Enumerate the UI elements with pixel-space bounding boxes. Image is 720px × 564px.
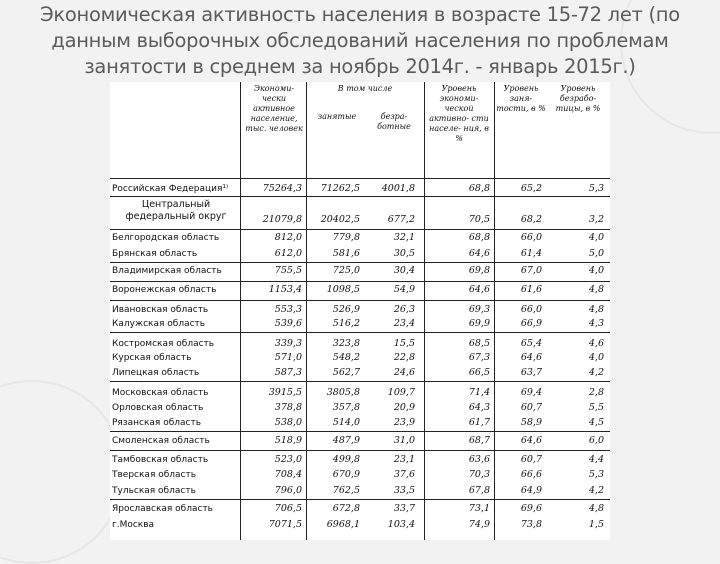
table-row [110, 232, 610, 244]
econ-active-value: 75264,3 [262, 183, 302, 194]
unemployment-level-value: 4,3 [588, 318, 604, 329]
unemployed-value: 54,9 [393, 284, 415, 295]
region-name: Ярославская область [112, 504, 213, 514]
region-name: Тверская область [112, 470, 197, 480]
activity-level-value: 73,1 [468, 503, 490, 514]
unemployed-value: 31,0 [393, 435, 415, 446]
region-name: Воронежская область [112, 285, 217, 295]
unemployment-level-value: 4,5 [588, 417, 604, 428]
unemployed-value: 37,6 [393, 469, 415, 480]
header-activity-level: Уровень экономи- ческой активно- сти населе- ния, в % [429, 84, 489, 143]
page-title: Экономическая активность населения в возрасте 15-72 лет (по данным выборочных обследований населения по проблемам занятости в среднем за ноябрь 2014г. - январь 2015г.) [40, 3, 680, 78]
unemployment-level-value: 5,5 [588, 402, 604, 413]
employed-value: 487,9 [332, 435, 360, 446]
row-divider [110, 381, 610, 382]
table-row [110, 248, 610, 260]
econ-active-value: 538,0 [274, 417, 302, 428]
employment-level-value: 60,7 [520, 402, 542, 413]
activity-level-value: 68,7 [468, 435, 490, 446]
region-name: Владимирская область [112, 266, 222, 276]
activity-level-value: 61,7 [468, 417, 490, 428]
table-row [110, 199, 610, 227]
unemployed-value: 677,2 [387, 214, 415, 225]
region-name: Брянская область [112, 249, 198, 259]
employed-value: 526,9 [332, 304, 360, 315]
background-decoration [0, 380, 124, 564]
employment-level-value: 64,6 [520, 352, 542, 363]
activity-level-value: 70,3 [468, 469, 490, 480]
employed-value: 581,6 [332, 248, 360, 259]
header-employment-level: Уровень заня- тости, в % [496, 84, 546, 113]
unemployment-level-value: 4,8 [588, 284, 604, 295]
employed-value: 725,0 [332, 265, 360, 276]
unemployed-value: 30,5 [393, 248, 415, 259]
employment-level-value: 61,4 [520, 248, 542, 259]
row-divider [110, 281, 610, 282]
employed-value: 562,7 [332, 367, 360, 378]
region-name: Белгородская область [112, 233, 220, 243]
employed-value: 1098,5 [326, 284, 360, 295]
unemployment-level-value: 4,8 [588, 304, 604, 315]
unemployed-value: 23,4 [393, 318, 415, 329]
employment-level-value: 63,7 [520, 367, 542, 378]
employment-level-value: 64,9 [520, 485, 542, 496]
unemployment-level-value: 4,8 [588, 503, 604, 514]
employment-level-value: 58,9 [520, 417, 542, 428]
table-row [110, 387, 610, 399]
unemployment-level-value: 4,0 [588, 232, 604, 243]
region-name: Центральный федеральный округ [125, 199, 227, 222]
activity-level-value: 64,6 [468, 284, 490, 295]
activity-level-value: 67,3 [468, 352, 490, 363]
table-row [110, 304, 610, 316]
row-divider [110, 178, 610, 179]
econ-active-value: 571,0 [274, 352, 302, 363]
header-employed: занятые [317, 112, 357, 121]
unemployed-value: 33,7 [393, 503, 415, 514]
econ-active-value: 553,3 [274, 304, 302, 315]
employment-level-value: 68,2 [520, 214, 542, 225]
unemployment-level-value: 4,0 [588, 352, 604, 363]
activity-level-value: 63,6 [468, 454, 490, 465]
region-name: Костромская область [112, 339, 215, 349]
unemployed-value: 4001,8 [381, 183, 415, 194]
region-name: Калужская область [112, 319, 206, 329]
employed-value: 516,2 [332, 318, 360, 329]
unemployed-value: 23,9 [393, 417, 415, 428]
econ-active-value: 755,5 [274, 265, 302, 276]
unemployed-value: 109,7 [387, 387, 415, 398]
econ-active-value: 587,3 [274, 367, 302, 378]
row-divider [110, 196, 610, 197]
table-row [110, 352, 610, 364]
unemployment-level-value: 2,8 [588, 387, 604, 398]
employment-level-value: 69,6 [520, 503, 542, 514]
employed-value: 670,9 [332, 469, 360, 480]
unemployment-level-value: 5,3 [588, 469, 604, 480]
region-name: Рязанская область [112, 418, 202, 428]
activity-level-value: 68,8 [468, 232, 490, 243]
table-row [110, 367, 610, 379]
employed-value: 71262,5 [320, 183, 360, 194]
activity-level-value: 69,8 [468, 265, 490, 276]
unemployment-level-value: 5,3 [588, 183, 604, 194]
employed-value: 514,0 [332, 417, 360, 428]
unemployed-value: 20,9 [393, 402, 415, 413]
employed-value: 672,8 [332, 503, 360, 514]
econ-active-value: 708,4 [274, 469, 302, 480]
employment-level-value: 66,9 [520, 318, 542, 329]
table-row [110, 417, 610, 429]
row-divider [110, 262, 610, 263]
header-unemployment-level: Уровень безрабо- тицы, в % [555, 84, 601, 113]
activity-level-value: 74,9 [468, 519, 490, 530]
table-row [110, 318, 610, 330]
unemployed-value: 22,8 [393, 352, 415, 363]
table-row [110, 435, 610, 447]
unemployed-value: 23,1 [393, 454, 415, 465]
unemployed-value: 33,5 [393, 485, 415, 496]
employment-level-value: 66,0 [520, 304, 542, 315]
unemployed-value: 26,3 [393, 304, 415, 315]
employed-value: 548,2 [332, 352, 360, 363]
econ-active-value: 539,6 [274, 318, 302, 329]
econ-active-value: 612,0 [274, 248, 302, 259]
row-divider [110, 431, 610, 432]
activity-level-value: 64,3 [468, 402, 490, 413]
region-name: Курская область [112, 353, 192, 363]
region-name: Российская Федерация¹⁾ [112, 184, 229, 194]
employment-level-value: 67,0 [520, 265, 542, 276]
activity-level-value: 69,9 [468, 318, 490, 329]
region-name: Ивановская область [112, 305, 209, 315]
employment-level-value: 61,6 [520, 284, 542, 295]
row-divider [110, 450, 610, 451]
region-name: Смоленская область [112, 436, 210, 446]
table-row [110, 503, 610, 515]
employed-value: 357,8 [332, 402, 360, 413]
table-row [110, 338, 610, 350]
econ-active-value: 523,0 [274, 454, 302, 465]
region-name: Тамбовская область [112, 455, 209, 465]
row-divider [110, 229, 610, 230]
unemployed-value: 15,5 [393, 338, 415, 349]
region-name: Орловская область [112, 403, 204, 413]
econ-active-value: 518,9 [274, 435, 302, 446]
unemployment-level-value: 6,0 [588, 435, 604, 446]
activity-level-value: 71,4 [468, 387, 490, 398]
unemployment-level-value: 4,2 [588, 367, 604, 378]
employment-level-value: 66,0 [520, 232, 542, 243]
unemployed-value: 24,6 [393, 367, 415, 378]
econ-active-value: 3915,5 [268, 387, 302, 398]
activity-level-value: 68,5 [468, 338, 490, 349]
employment-level-value: 66,6 [520, 469, 542, 480]
table-row [110, 469, 610, 481]
unemployment-level-value: 3,2 [588, 214, 604, 225]
employment-level-value: 64,6 [520, 435, 542, 446]
unemployed-value: 103,4 [387, 519, 415, 530]
unemployed-value: 32,1 [393, 232, 415, 243]
region-name: Московская область [112, 388, 209, 398]
statistics-table [110, 82, 610, 540]
unemployment-level-value: 5,0 [588, 248, 604, 259]
activity-level-value: 66,5 [468, 367, 490, 378]
unemployment-level-value: 4,4 [588, 454, 604, 465]
econ-active-value: 812,0 [274, 232, 302, 243]
activity-level-value: 68,8 [468, 183, 490, 194]
row-divider [110, 499, 610, 500]
employed-value: 762,5 [332, 485, 360, 496]
region-name: Тульская область [112, 486, 196, 496]
row-divider [110, 300, 610, 301]
activity-level-value: 70,5 [468, 214, 490, 225]
table-row [110, 265, 610, 277]
header-unemployed: безра- ботные [377, 112, 411, 131]
header-econ-active: Экономи- чески активное население, тыс. человек [245, 84, 303, 133]
employed-value: 20402,5 [320, 214, 360, 225]
employed-value: 3805,8 [326, 387, 360, 398]
employment-level-value: 69,4 [520, 387, 542, 398]
employment-level-value: 65,2 [520, 183, 542, 194]
activity-level-value: 69,3 [468, 304, 490, 315]
activity-level-value: 64,6 [468, 248, 490, 259]
table-row [110, 183, 610, 195]
employment-level-value: 65,4 [520, 338, 542, 349]
econ-active-value: 706,5 [274, 503, 302, 514]
table-row [110, 284, 610, 296]
econ-active-value: 378,8 [274, 402, 302, 413]
employed-value: 6968,1 [326, 519, 360, 530]
unemployment-level-value: 4,6 [588, 338, 604, 349]
employed-value: 779,8 [332, 232, 360, 243]
unemployment-level-value: 1,5 [588, 519, 604, 530]
employed-value: 499,8 [332, 454, 360, 465]
region-name: г.Москва [112, 520, 155, 530]
activity-level-value: 67,8 [468, 485, 490, 496]
row-divider [110, 332, 610, 333]
econ-active-value: 1153,4 [268, 284, 302, 295]
table-row [110, 519, 610, 531]
header-in-that: В том числе [337, 84, 393, 93]
econ-active-value: 21079,8 [262, 214, 302, 225]
unemployed-value: 30,4 [393, 265, 415, 276]
region-name: Липецкая область [112, 368, 200, 378]
table-row [110, 485, 610, 497]
unemployment-level-value: 4,0 [588, 265, 604, 276]
employment-level-value: 73,8 [520, 519, 542, 530]
employment-level-value: 60,7 [520, 454, 542, 465]
table-row [110, 402, 610, 414]
econ-active-value: 796,0 [274, 485, 302, 496]
econ-active-value: 339,3 [274, 338, 302, 349]
employed-value: 323,8 [332, 338, 360, 349]
econ-active-value: 7071,5 [268, 519, 302, 530]
unemployment-level-value: 4,2 [588, 485, 604, 496]
table-row [110, 454, 610, 466]
